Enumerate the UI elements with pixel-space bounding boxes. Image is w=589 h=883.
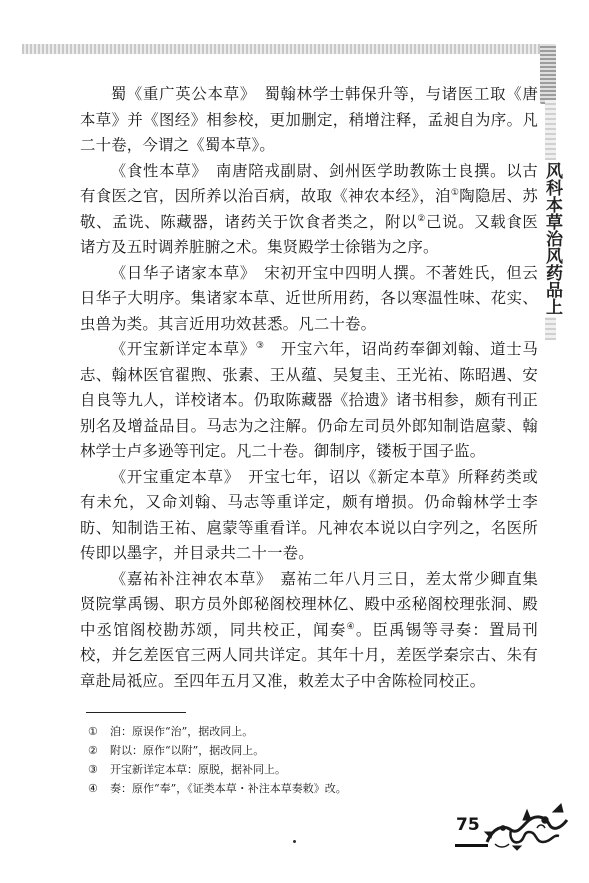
footnote-item xyxy=(88,760,508,779)
paragraph-text: 《食性本草》 南唐陪戎副尉、剑州医学助教陈士良撰。以古有食医之官，因所养以治百病，故取《神农本经》，洎 xyxy=(80,161,538,205)
decorative-frame-icon xyxy=(22,44,552,54)
paragraph xyxy=(80,261,538,338)
footnote-marker: ④ xyxy=(346,621,356,632)
dragon-ornament-icon xyxy=(483,798,571,852)
paragraph xyxy=(80,159,538,261)
paragraph xyxy=(80,567,538,695)
footnote-marker: ① xyxy=(450,187,460,198)
footnote-text: 附以：原作“以附”，据改同上。 xyxy=(110,744,265,757)
footnote-text: 洎：原误作“治”，据改同上。 xyxy=(110,725,254,738)
frame-corner-ornament xyxy=(540,44,556,104)
paragraph-text: 己说。又载食医诸方及五时调养脏腑之术。集贤殿学士徐锴为之序。 xyxy=(80,212,539,256)
footnote-divider xyxy=(86,712,186,713)
footnote-text: 奏：原作“奉”，《证类本草・补注本草奏敕》改。 xyxy=(110,782,347,795)
footnote-number: ② xyxy=(88,744,98,757)
print-speck xyxy=(293,840,296,843)
footnote-number: ① xyxy=(88,725,98,738)
paragraph-text: 开宝六年，诏尚药奉御刘翰、道士马志、翰林医官翟煦、张素、王从蕴、吴复圭、王光祐、陈昭遇、安自良等九人，详校诸本。仍取陈藏器《拾遗》诸书相参，颇有刊正别名及增益品目。马志为之注解。仍命左司员外郎知制诰扈蒙、翰林学士卢多逊等刊定。凡二十卷。御制序，镂板于国子监。 xyxy=(80,340,538,460)
paragraph-text: 陶隐居、苏敬、孟诜、陈藏器，诸药关于饮食者类之，附以 xyxy=(80,187,538,231)
footnote-marker: ② xyxy=(417,213,427,224)
footnote-marker: ③ xyxy=(255,340,265,351)
running-head-title: 风科本草治风药品上 xyxy=(538,160,562,317)
footnote-number: ④ xyxy=(88,782,98,795)
paragraph-text: 蜀《重广英公本草》 蜀翰林学士韩保升等，与诸医工取《唐本草》并《图经》相参校，更加删定，稍增注释，孟昶自为序。凡二十卷，今谓之《蜀本草》。 xyxy=(80,85,538,154)
paragraph-text: 。臣禹锡等寻奏：置局刊校，并乞差医官三两人同共详定。其年十月，差医学秦宗古、朱有章赴局祗应。至四年五月又准，敕差太子中舍陈检同校正。 xyxy=(80,620,538,690)
footnote-item xyxy=(88,741,508,760)
footnote-text: 开宝新详定本草：原脱，据补同上。 xyxy=(110,763,286,776)
paragraph xyxy=(80,465,538,567)
paragraph-text: 《日华子诸家本草》 宋初开宝中四明人撰。不著姓氏，但云日华子大明序。集诸家本草、近世所用药，各以寒温性味、花实、虫兽为类。其言近用功效甚悉。凡二十卷。 xyxy=(80,263,538,333)
paragraph-text: 《嘉祐补注神农本草》 嘉祐二年八月三日，差太常少卿直集贤院掌禹锡、职方员外郎秘阁校理林亿、殿中丞秘阁校理张洞、殿中丞馆阁校勘苏颂，同共校正，闻奏 xyxy=(80,569,538,639)
footnote-number: ③ xyxy=(88,763,98,776)
paragraph xyxy=(80,337,538,465)
footnotes xyxy=(88,722,508,798)
footnote-item xyxy=(88,779,508,798)
paragraph-text: 《开宝新详定本草》 xyxy=(110,340,256,358)
footnote-item xyxy=(88,722,508,741)
paragraph-text: 《开宝重定本草》 开宝七年，诏以《新定本草》所释药类或有未允，又命刘翰、马志等重详定，颇有增损。仍命翰林学士李昉、知制诰王祐、扈蒙等重看详。凡神农本说以白字列之，名医所传即以墨字，并目录共二十一卷。 xyxy=(80,467,538,562)
page-number: 75 xyxy=(456,815,480,835)
paragraph xyxy=(80,82,538,159)
body-text xyxy=(80,82,538,694)
